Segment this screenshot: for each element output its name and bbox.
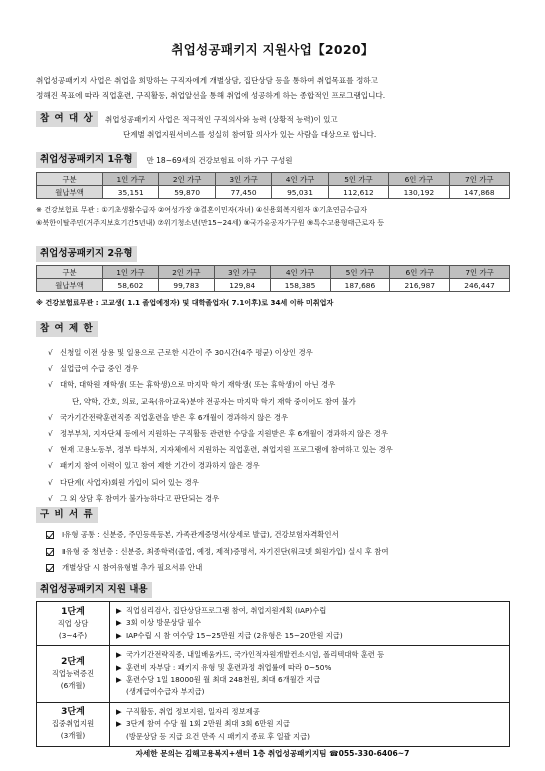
- bullet-arrow-icon: ▶: [116, 630, 122, 640]
- header-cell: 7인 가구: [450, 266, 510, 279]
- restrict-section-label: 참 여 제 한: [36, 321, 98, 337]
- list-item: [116, 630, 503, 642]
- list-item: [48, 361, 518, 377]
- header-cell: 6인 가구: [389, 173, 449, 186]
- table-cell: 77,450: [215, 186, 271, 199]
- header-cell: 2인 가구: [158, 266, 214, 279]
- stage-cell: [37, 702, 110, 746]
- header-cell: 4인 가구: [272, 173, 328, 186]
- list-item-text: 패키지 참여 이력이 있고 참여 제한 기간이 경과하지 않은 경우: [60, 461, 260, 471]
- list-item-text: 단, 약학, 간호, 의료, 교육(유아교육)분야 전공자는 마지막 학기 재학 중이어도 참여 불가: [72, 396, 356, 406]
- list-item-text: 구직활동, 취업 정보지원, 일자리 정보제공: [126, 706, 260, 716]
- target-section-label: 참 여 대 상: [36, 111, 98, 127]
- header-cell: 6인 가구: [390, 266, 450, 279]
- list-item-text: 신청일 이전 상용 및 일용으로 근로한 시간이 주 30시간(4주 평균) 이상인 경우: [60, 348, 313, 357]
- support-section-label: 취업성공패키지 지원 내용: [36, 582, 152, 598]
- stage-number: 1단계: [61, 606, 85, 617]
- docs-list: [46, 527, 516, 577]
- table-cell: 147,868: [449, 186, 509, 199]
- table-cell: 35,151: [103, 186, 159, 199]
- header-cell: 1인 가구: [103, 266, 159, 279]
- table-cell: 216,987: [390, 279, 450, 292]
- table-row: [37, 186, 510, 199]
- list-item: [48, 491, 518, 507]
- checkbox-checked-icon: [46, 564, 54, 572]
- list-item-text: 현재 고용노동부, 정부 타부처, 지자체에서 지원하는 직업훈련, 취업지원 프로그램에 참여하고 있는 경우: [60, 445, 393, 455]
- list-item: [116, 731, 503, 743]
- check-icon: √: [48, 429, 53, 439]
- table-cell: 130,192: [389, 186, 449, 199]
- list-item: [116, 662, 503, 674]
- stage-items: [110, 646, 510, 703]
- checkbox-checked-icon: [46, 548, 54, 556]
- table-cell: 99,783: [158, 279, 214, 292]
- target-description: [105, 112, 376, 142]
- type1-section-header: [36, 152, 292, 168]
- stage-number: 3단계: [61, 707, 85, 718]
- list-item-text: 3회 이상 방문상담 필수: [126, 618, 202, 628]
- table-cell: 158,385: [270, 279, 330, 292]
- table-cell: 59,870: [159, 186, 215, 199]
- check-icon: √: [48, 461, 53, 471]
- list-item-text: 정부부처, 지자단체 등에서 지원하는 구직활동 관련한 수당을 지원받은 후 6개월이 경과하지 않은 경우: [60, 429, 388, 439]
- type1-income-table: [36, 172, 510, 199]
- target-section-header: [36, 111, 98, 127]
- type1-section-label: 취업성공패키지 1유형: [36, 152, 137, 168]
- list-item: [48, 410, 518, 426]
- list-item-text: 3단계 참여 수당 월 1회 2만원 최대 3회 6만원 지급: [126, 719, 290, 729]
- bullet-arrow-icon: ▶: [116, 662, 122, 672]
- check-icon: √: [48, 493, 53, 503]
- stage-period: (6개월): [60, 681, 86, 691]
- support-stage-row: [37, 702, 510, 746]
- intro-paragraph: [36, 73, 514, 103]
- stage-cell: [37, 646, 110, 703]
- stage-name: 집중취업지원: [51, 719, 95, 729]
- bullet-arrow-icon: ▶: [116, 618, 122, 628]
- list-item-text: (방문상담 등 지급 요건 만족 시 패키지 종료 후 일괄 지급): [126, 731, 310, 741]
- row-header-cell: 월납부액: [37, 279, 103, 292]
- type2-section-label: 취업성공패키지 2유형: [36, 246, 137, 262]
- list-item-text: 실업급여 수급 중인 경우: [60, 364, 139, 374]
- header-cell: 2인 가구: [159, 173, 215, 186]
- type2-section-header: [36, 246, 137, 262]
- page-title: 취업성공패키지 지원사업【2020】: [171, 42, 374, 57]
- stage-items: [110, 702, 510, 746]
- type2-income-table: [36, 265, 510, 292]
- contact-footer: 자세한 문의는 김해고용복지+센터 1층 취업성공패키지팀 ☎055-330-6406~7: [135, 749, 410, 758]
- list-item: [116, 718, 503, 730]
- restrict-section-header: [36, 321, 98, 337]
- header-cell: 4인 가구: [270, 266, 330, 279]
- header-cell: 5인 가구: [330, 266, 390, 279]
- bullet-arrow-icon: ▶: [116, 706, 122, 716]
- support-table: [36, 601, 510, 747]
- list-item: [48, 458, 518, 474]
- stage-name: 직업능력증진: [51, 669, 95, 679]
- table-cell: 58,602: [103, 279, 159, 292]
- checkbox-checked-icon: [46, 531, 54, 539]
- support-stage-row: [37, 646, 510, 703]
- target-line: 단계별 취업지원서비스를 성실히 참여할 의사가 있는 사람을 대상으로 합니다.: [123, 130, 377, 139]
- check-icon: √: [48, 445, 53, 455]
- note-line: ※ 건강보험료 무관 : ①기초생활수급자 ②여성가장 ③결혼이민자(자녀) ④신용회복지원자 ⑤기초연금수급자: [36, 205, 367, 214]
- bullet-arrow-icon: ▶: [116, 650, 122, 660]
- table-header-row: [37, 266, 510, 279]
- list-item-text: 개별상담 시 참여유형별 추가 필요서류 안내: [62, 563, 203, 572]
- check-icon: √: [48, 477, 53, 487]
- stage-period: (3~4주): [58, 630, 88, 640]
- list-item: [116, 686, 503, 698]
- stage-name: 직업 상담: [57, 618, 89, 628]
- list-item: [116, 674, 503, 686]
- table-header-row: [37, 173, 510, 186]
- docs-section-label: 구 비 서 류: [36, 507, 98, 523]
- table-cell: 246,447: [450, 279, 510, 292]
- table-cell: 112,612: [328, 186, 388, 199]
- intro-line: 정해진 목표에 따라 직업훈련, 구직활동, 취업알선을 통해 취업에 성공하게 하는 종합적인 프로그램입니다.: [36, 91, 386, 100]
- header-cell: 1인 가구: [103, 173, 159, 186]
- list-item-text: Ⅱ유형 중 청년층 : 신분증, 최종학력(졸업, 예정, 제적)증명서, 자기진단(워크넷 회원가입) 실시 후 참여: [62, 546, 389, 556]
- stage-period: (3개월): [60, 731, 86, 741]
- check-icon: √: [48, 348, 53, 357]
- stage-number: 2단계: [61, 657, 85, 668]
- list-item: [116, 706, 503, 718]
- list-item-text: 직업심리검사, 집단상담프로그램 참여, 취업지원계획 (IAP)수립: [126, 606, 327, 615]
- list-item-text: 훈련수당 1일 18000원 월 최대 248천원, 최대 6개월간 지급: [126, 675, 321, 685]
- list-item: [48, 394, 518, 410]
- intro-line: 취업성공패키지 사업은 취업을 희망하는 구직자에게 개별상담, 집단상담 등을 통하여 취업목표를 정하고: [36, 76, 378, 85]
- type1-notes: [36, 203, 516, 229]
- list-item-text: 다단계( 사업자)회원 가입이 되어 있는 경우: [60, 477, 199, 487]
- list-item: [48, 426, 518, 442]
- list-item-text: 국가기간전략직종, 내일배움카드, 국가인적자원개발컨소시엄, 폴리텍대학 훈련 등: [126, 650, 385, 660]
- table-cell: 95,031: [272, 186, 328, 199]
- list-item: [48, 345, 518, 361]
- bullet-arrow-icon: ▶: [116, 606, 122, 615]
- table-cell: 129,84: [214, 279, 270, 292]
- list-item: [48, 377, 518, 393]
- bullet-arrow-icon: ▶: [116, 719, 122, 729]
- type2-note: ※ 건강보험료무관 : 고교생( 1.1 졸업예정자) 및 대학졸업자( 7.1이후)로 34세 이하 미취업자: [36, 298, 334, 307]
- header-cell: 3인 가구: [215, 173, 271, 186]
- target-line: 취업성공패키지 사업은 적극적인 구직의사와 능력 (상황적 능력)이 있고: [105, 115, 338, 124]
- list-item: [46, 544, 516, 561]
- note-line: ⑥북한이탈주민(거주지보호기간5년내) ⑦위기청소년(만15~24세) ⑧국가유공자가구원 ⑨특수고용형태근로자 등: [36, 218, 385, 227]
- support-section-header: [36, 582, 152, 598]
- stage-items: [110, 602, 510, 646]
- type1-section-note: 만 18~69세의 건강보험료 이하 가구 구성원: [146, 155, 293, 165]
- docs-section-header: [36, 507, 98, 523]
- list-item-text: 훈련비 자부담 : 패키지 유형 및 훈련과정 취업률에 따라 0~50%: [126, 662, 332, 672]
- list-item: [46, 527, 516, 544]
- check-icon: √: [48, 412, 53, 422]
- list-item: [116, 605, 503, 617]
- list-item: [46, 560, 516, 577]
- table-row: [37, 279, 510, 292]
- list-item: [116, 649, 503, 661]
- list-item: [116, 617, 503, 629]
- header-cell: 구분: [37, 173, 103, 186]
- support-stage-row: [37, 602, 510, 646]
- header-cell: 7인 가구: [449, 173, 509, 186]
- restrict-list: [48, 345, 518, 507]
- header-cell: 5인 가구: [328, 173, 388, 186]
- row-header-cell: 월납부액: [37, 186, 103, 199]
- stage-cell: [37, 602, 110, 646]
- list-item-text: Ⅰ유형 공통 : 신분증, 주민등록등본, 가족관계증명서(상세로 발급), 건강보험자격확인서: [62, 530, 339, 539]
- header-cell: 3인 가구: [214, 266, 270, 279]
- table-cell: 187,686: [330, 279, 390, 292]
- list-item-text: 대학, 대학원 재학생( 또는 휴학생)으로 마지막 학기 재학생( 또는 휴학생)이 아닌 경우: [60, 380, 336, 390]
- list-item-text: 그 외 상담 후 참여가 불가능하다고 판단되는 경우: [60, 493, 220, 503]
- check-icon: √: [48, 364, 53, 374]
- check-icon: √: [48, 380, 53, 390]
- list-item: [48, 442, 518, 458]
- header-cell: 구분: [37, 266, 103, 279]
- bullet-arrow-icon: ▶: [116, 675, 122, 685]
- list-item-text: IAP수립 시 참 여수당 15~25만원 지급 (2유형은 15~20만원 지급): [126, 630, 343, 640]
- list-item-text: 국가기간전략훈련직종 직업훈련을 받은 후 6개월이 경과하지 않은 경우: [60, 412, 289, 422]
- list-item: [48, 475, 518, 491]
- list-item-text: (생계급여수급자 부지급): [126, 687, 205, 697]
